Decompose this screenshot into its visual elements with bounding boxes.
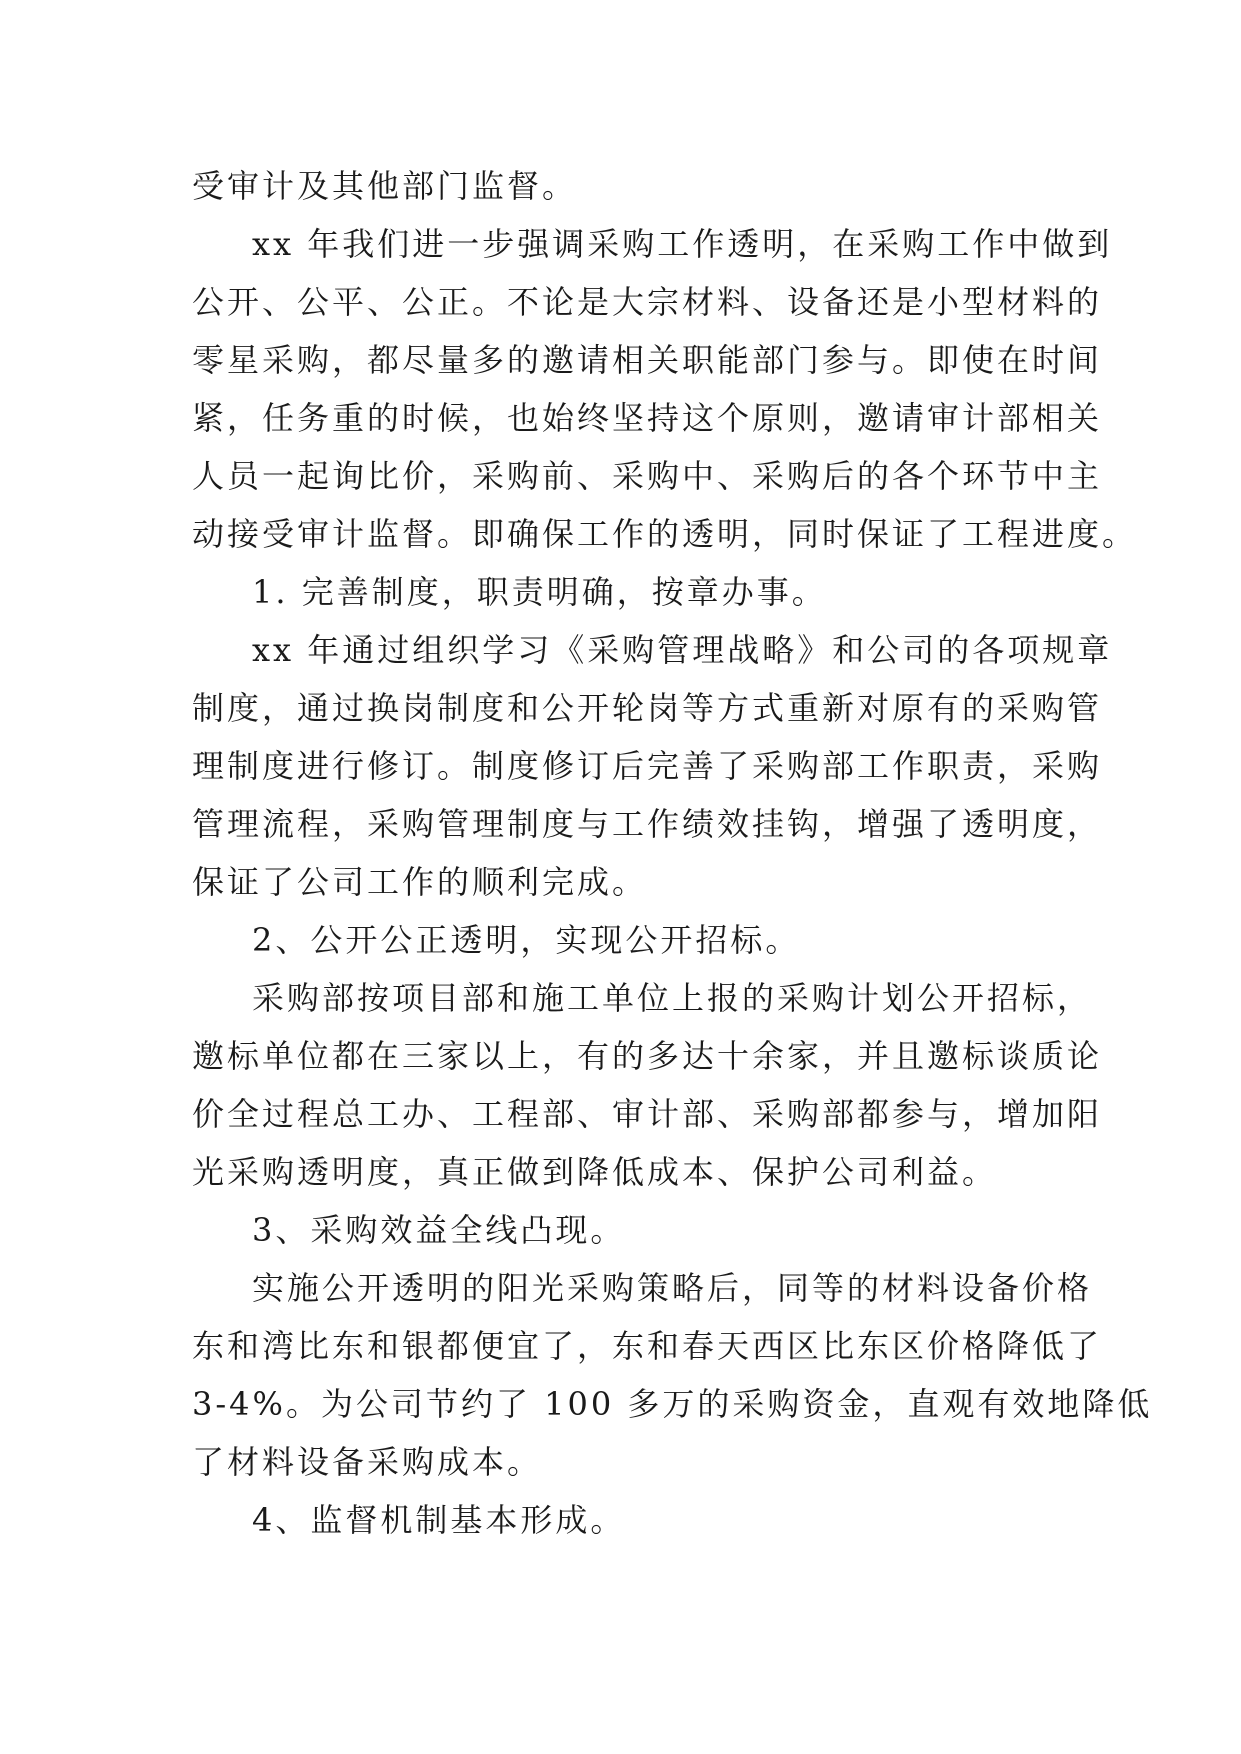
body-text (192, 157, 1153, 1549)
section-heading-1: 1. 完善制度，职责明确，按章办事。 (252, 573, 827, 611)
text-line-20: 实施公开透明的阳光采购策略后，同等的材料设备价格 (252, 1269, 1093, 1307)
text-line-15: 采购部按项目部和施工单位上报的采购计划公开招标， (252, 979, 1093, 1017)
text-line-21: 东和湾比东和银都便宜了，东和春天西区比东区价格降低了 (192, 1327, 1103, 1365)
text-line-11: 理制度进行修订。制度修订后完善了采购部工作职责，采购 (192, 747, 1103, 785)
text-line-1: 受审计及其他部门监督。 (192, 167, 578, 205)
text-line-17: 价全过程总工办、工程部、审计部、采购部都参与，增加阳 (192, 1095, 1103, 1133)
text-line-4: 零星采购，都尽量多的邀请相关职能部门参与。即使在时间 (192, 341, 1103, 379)
text-line-7: 动接受审计监督。即确保工作的透明，同时保证了工程进度。 (192, 515, 1138, 553)
text-line-9: xx 年通过组织学习《采购管理战略》和公司的各项规章 (252, 631, 1113, 669)
text-line-22: 3-4%。为公司节约了 100 多万的采购资金，直观有效地降低 (192, 1385, 1153, 1423)
text-line-5: 紧，任务重的时候，也始终坚持这个原则，邀请审计部相关 (192, 399, 1103, 437)
text-line-16: 邀标单位都在三家以上，有的多达十余家，并且邀标谈质论 (192, 1037, 1103, 1075)
section-heading-2: 2、公开公正透明，实现公开招标。 (252, 921, 801, 959)
text-line-6: 人员一起询比价，采购前、采购中、采购后的各个环节中主 (192, 457, 1103, 495)
text-line-12: 管理流程，采购管理制度与工作绩效挂钩，增强了透明度， (192, 805, 1103, 843)
text-line-18: 光采购透明度，真正做到降低成本、保护公司利益。 (192, 1153, 998, 1191)
text-line-13: 保证了公司工作的顺利完成。 (192, 863, 648, 901)
text-line-3: 公开、公平、公正。不论是大宗材料、设备还是小型材料的 (192, 283, 1103, 321)
text-line-2: xx 年我们进一步强调采购工作透明，在采购工作中做到 (252, 225, 1113, 263)
text-line-23: 了材料设备采购成本。 (192, 1443, 543, 1481)
text-line-10: 制度，通过换岗制度和公开轮岗等方式重新对原有的采购管 (192, 689, 1103, 727)
section-heading-4: 4、监督机制基本形成。 (252, 1501, 626, 1539)
section-heading-3: 3、采购效益全线凸现。 (252, 1211, 626, 1249)
